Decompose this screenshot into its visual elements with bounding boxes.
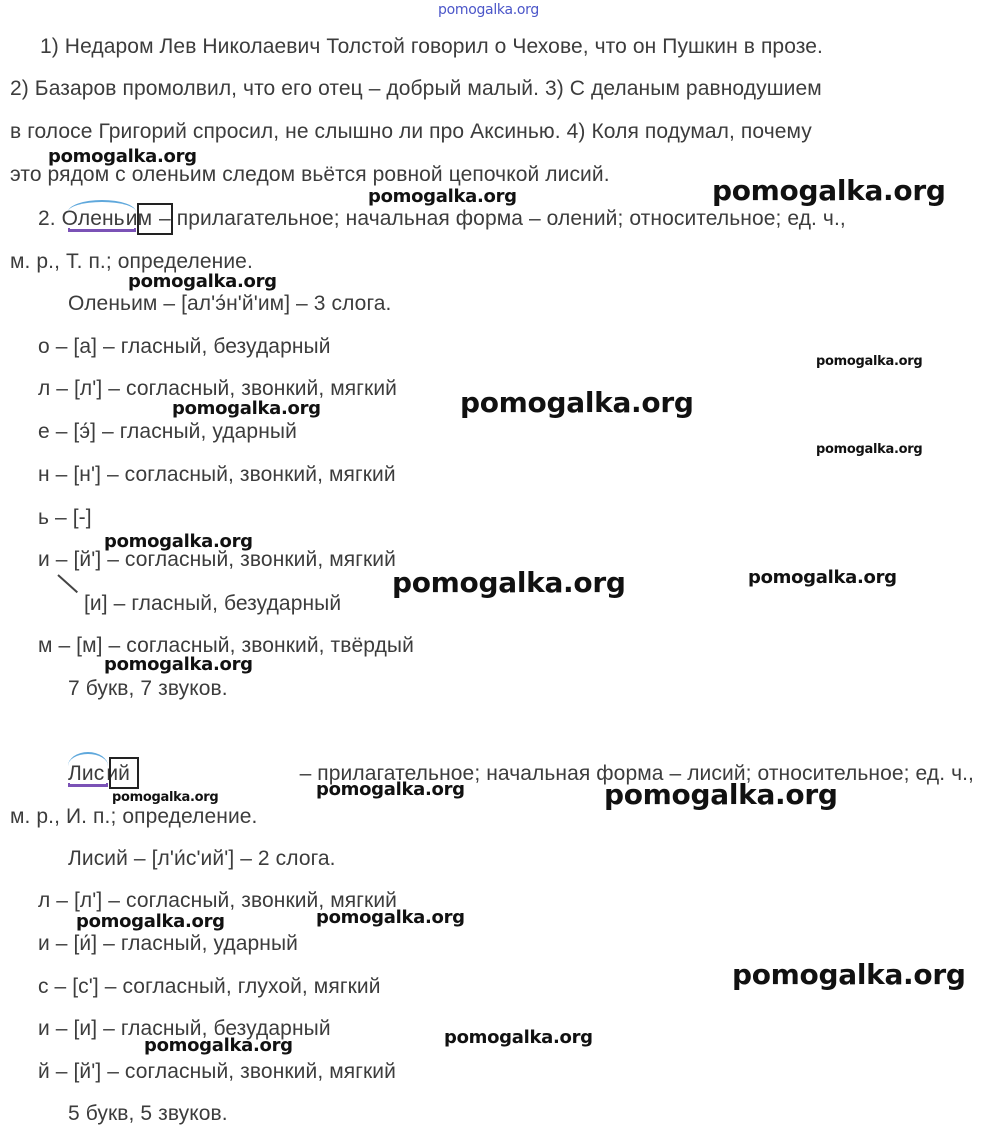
watermark: pomogalka.org	[748, 567, 897, 588]
word1-definition-cont: м. р., Т. п.; определение.	[10, 250, 253, 273]
word1-definition: – прилагательное; начальная форма – олений; относительное; ед. ч.,	[159, 207, 846, 230]
word1-root: Олень	[61, 207, 125, 230]
watermark: pomogalka.org	[112, 790, 219, 805]
word1-ending: им	[125, 207, 153, 230]
watermark: pomogalka.org	[76, 911, 225, 932]
watermark: pomogalka.org	[172, 398, 321, 419]
word2-definition-cont: м. р., И. п.; определение.	[10, 805, 258, 828]
word2-root: Лис	[68, 762, 105, 785]
watermark: pomogalka.org	[368, 186, 517, 207]
word1-letter-4: н – [н'] – согласный, звонкий, мягкий	[38, 463, 396, 486]
intro-line-2	[10, 76, 974, 102]
word1-summary: 7 букв, 7 звуков.	[68, 677, 228, 700]
word1-letter-8: м – [м] – согласный, звонкий, твёрдый	[38, 634, 414, 657]
word2-definition: – прилагательное; начальная форма – лисий; относительное; ед. ч.,	[299, 762, 974, 785]
watermark: pomogalka.org	[392, 566, 626, 599]
intro-line-2-text: 2) Базаров промолвил, что его отец – добрый малый. 3) С деланым равнодушием	[10, 77, 822, 100]
word2-letter-5: й – [й'] – согласный, звонкий, мягкий	[38, 1060, 396, 1083]
intro-line-3-text: в голосе Григорий спросил, не слышно ли про Аксинью. 4) Коля подумал, почему	[10, 120, 812, 143]
word1-stem-underline	[68, 228, 136, 232]
word1-letter-1: о – [а] – гласный, безударный	[38, 335, 331, 358]
word1-letter-6: и – [й'] – согласный, звонкий, мягкий	[38, 548, 396, 571]
word1-letter-5: ь – [-]	[38, 506, 92, 529]
intro-line-1-text: 1) Недаром Лев Николаевич Толстой говорил о Чехове, что он Пушкин в прозе.	[40, 35, 823, 58]
word2-letter-3: с – [с'] – согласный, глухой, мягкий	[38, 975, 381, 998]
intro-line-3	[10, 119, 974, 145]
intro-line-4-text: это рядом с оленьим следом вьётся ровной цепочкой лисий.	[10, 163, 610, 186]
watermark: pomogalka.org	[460, 386, 694, 419]
watermark: pomogalka.org	[316, 907, 465, 928]
word2-summary: 5 букв, 5 звуков.	[68, 1102, 228, 1125]
intro-line-1	[40, 34, 974, 60]
word2-ending-box	[109, 757, 139, 789]
watermark-top: pomogalka.org	[438, 2, 539, 18]
watermark: pomogalka.org	[444, 1027, 593, 1048]
word1-transcription: Оленьим – [ал'э́н'й'им] – 3 слога.	[68, 292, 392, 315]
word1-root-arc	[68, 200, 136, 212]
word2-ending: ий	[106, 762, 130, 785]
watermark: pomogalka.org	[316, 779, 465, 800]
word1-letter-3: е – [э́] – гласный, ударный	[38, 420, 297, 443]
watermark: pomogalka.org	[712, 174, 946, 207]
watermark: pomogalka.org	[128, 271, 277, 292]
watermark: pomogalka.org	[816, 442, 923, 457]
word2-letter-2: и – [и́] – гласный, ударный	[38, 932, 298, 955]
word2-letter-1: л – [л'] – согласный, звонкий, мягкий	[38, 889, 397, 912]
word2-root-arc	[68, 752, 108, 766]
watermark: pomogalka.org	[816, 354, 923, 369]
word1-ending-box	[137, 203, 173, 235]
word2-stem-underline	[68, 783, 108, 787]
word1-number: 2.	[38, 207, 56, 230]
word2-letter-4: и – [и] – гласный, безударный	[38, 1017, 331, 1040]
watermark: pomogalka.org	[104, 654, 253, 675]
word1-letter-7: [и] – гласный, безударный	[84, 592, 342, 615]
word1-letter-split-mark	[57, 574, 78, 593]
word1-letter-2: л – [л'] – согласный, звонкий, мягкий	[38, 377, 397, 400]
word2-heading	[68, 761, 974, 787]
watermark: pomogalka.org	[104, 531, 253, 552]
watermark: pomogalka.org	[144, 1035, 293, 1056]
word2-transcription: Лисий – [л'и́с'ий'] – 2 слога.	[68, 847, 336, 870]
watermark: pomogalka.org	[604, 778, 838, 811]
watermark: pomogalka.org	[48, 146, 197, 167]
watermark: pomogalka.org	[732, 958, 966, 991]
